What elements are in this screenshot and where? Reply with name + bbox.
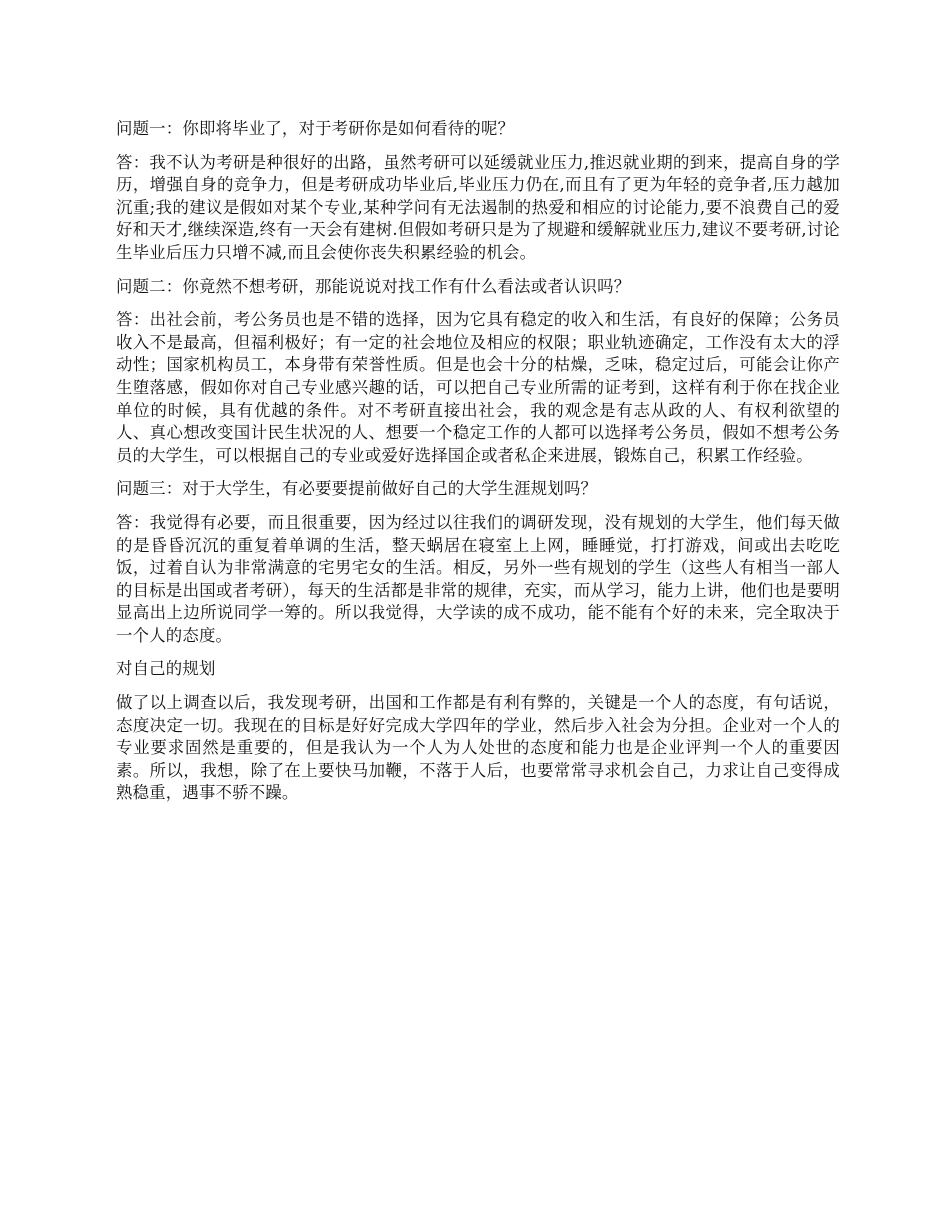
section-heading: 对自己的规划	[116, 659, 216, 679]
answer-3: 答：我觉得有必要，而且很重要，因为经过以往我们的调研发现，没有规划的大学生，他们每天做的是昏昏沉沉的重复着单调的生活，整天蜗居在寝室上上网，睡睡觉，打打游戏，间或出去吃吃饭，过着自认为非常满意的宅男宅女的生活。相反，另外一些有规划的学生（这些人有相当一部人的目标是出国或者考研），每天的生活都是非常的规律，充实，而从学习，能力上讲，他们也是要明显高出上边所说同学一筹的。所以我觉得，大学读的成不成功，能不能有个好的未来，完全取决于一个人的态度。	[116, 512, 840, 645]
answer-2: 答：出社会前，考公务员也是不错的选择，因为它具有稳定的收入和生活，有良好的保障；公务员收入不是最高，但福利极好；有一定的社会地位及相应的权限；职业轨迹确定，工作没有太大的浮动性；国家机构员工，本身带有荣誉性质。但是也会十分的枯燥，乏味，稳定过后，可能会让你产生堕落感，假如你对自己专业感兴趣的话，可以把自己专业所需的证考到，这样有利于你在找企业单位的时候，具有优越的条件。对不考研直接出社会，我的观念是有志从政的人、有权利欲望的人、真心想改变国计民生状况的人、想要一个稳定工作的人都可以选择考公务员，假如不想考公务员的大学生，可以根据自己的专业或爱好选择国企或者私企来进展，锻炼自己，积累工作经验。	[116, 310, 840, 465]
document-body	[116, 118, 840, 816]
question-2: 问题二：你竟然不想考研，那能说说对找工作有什么看法或者认识吗？	[116, 276, 631, 296]
plan-paragraph: 做了以上调查以后，我发现考研，出国和工作都是有利有弊的，关键是一个人的态度，有句话说，态度决定一切。我现在的目标是好好完成大学四年的学业，然后步入社会为分担。企业对一个人的专业要求固然是重要的，但是我认为一个人为人处世的态度和能力也是企业评判一个人的重要因素。所以，我想，除了在上要快马加鞭，不落于人后，也要常常寻求机会自己，力求让自己变得成熟稳重，遇事不骄不躁。	[116, 693, 840, 803]
answer-1: 答：我不认为考研是种很好的出路，虽然考研可以延缓就业压力,推迟就业期的到来，提高自身的学历，增强自身的竞争力，但是考研成功毕业后,毕业压力仍在,而且有了更为年轻的竞争者,压力越加沉重;我的建议是假如对某个专业,某种学问有无法遏制的热爱和相应的讨论能力,要不浪费自己的爱好和天才,继续深造,终有一天会有建树.但假如考研只是为了规避和缓解就业压力,建议不要考研,讨论生毕业后压力只增不减,而且会使你丧失积累经验的机会。	[116, 152, 840, 262]
question-3: 问题三：对于大学生，有必要要提前做好自己的大学生涯规划吗？	[116, 479, 598, 499]
question-1: 问题一：你即将毕业了，对于考研你是如何看待的呢？	[116, 119, 515, 138]
